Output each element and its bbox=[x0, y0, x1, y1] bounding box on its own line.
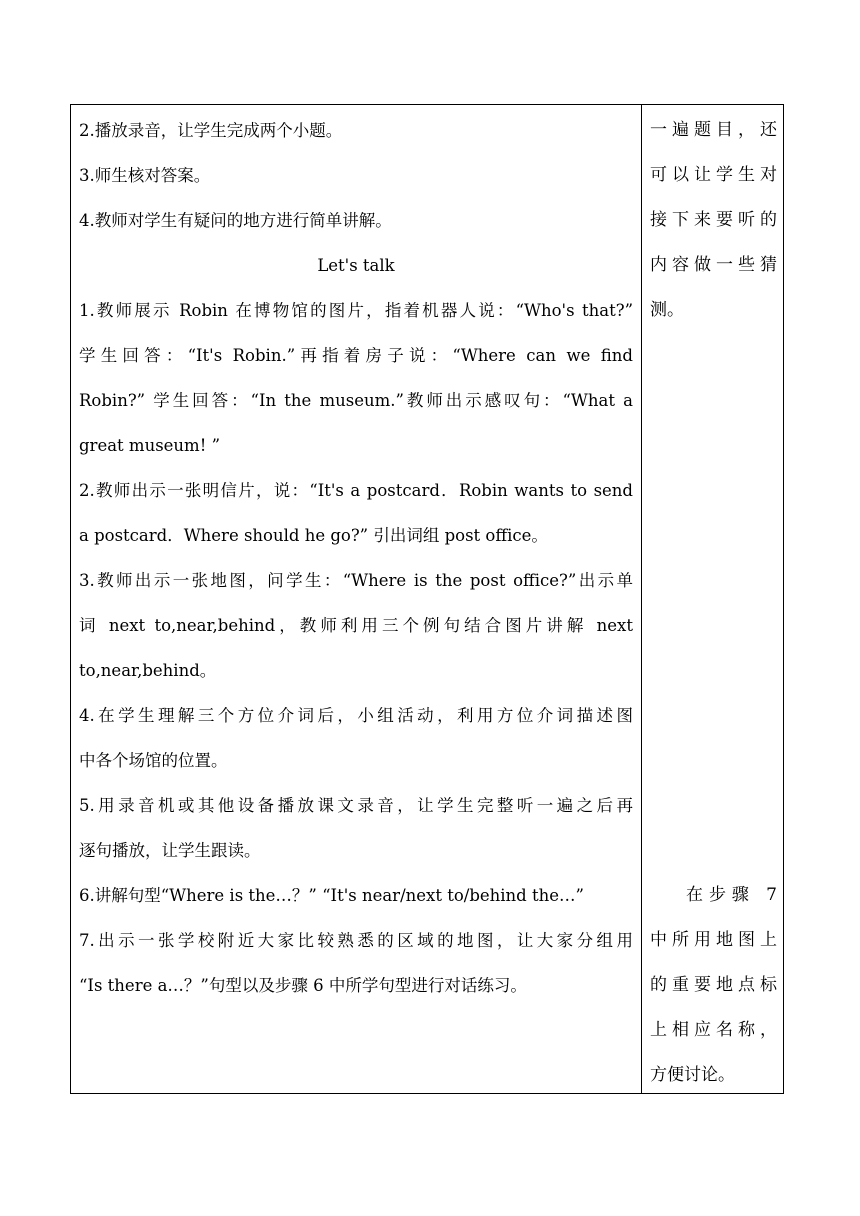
step-line: 4.在学生理解三个方位介词后，小组活动，利用方位介词描述图 bbox=[79, 706, 633, 725]
lesson-table bbox=[70, 104, 784, 1094]
note-line: 一遍题目，还 bbox=[650, 120, 777, 140]
step-line: great museum! ” bbox=[79, 436, 221, 455]
note-line: 上相应名称， bbox=[650, 1020, 777, 1040]
note-line: 接下来要听的 bbox=[650, 210, 777, 230]
step-line: a postcard．Where should he go?” 引出词组 post office。 bbox=[79, 526, 548, 545]
step-line: 中各个场馆的位置。 bbox=[79, 751, 228, 770]
step-line: Robin?” 学生回答：“In the museum.”教师出示感叹句：“What a bbox=[79, 391, 633, 410]
step-line: 1.教师展示 Robin 在博物馆的图片，指着机器人说：“Who's that?” bbox=[79, 301, 633, 320]
step-line: 3.教师出示一张地图，问学生：“Where is the post office?”出示单 bbox=[79, 571, 633, 590]
notes-column bbox=[642, 105, 783, 1093]
step-line: 词 next to,near,behind，教师利用三个例句结合图片讲解 next bbox=[79, 616, 633, 635]
note-line: 在步骤 7 bbox=[686, 885, 777, 905]
note-line: 测。 bbox=[650, 300, 684, 320]
step-line: “Is there a…？”句型以及步骤 6 中所学句型进行对话练习。 bbox=[79, 976, 527, 995]
section-heading: Let's talk bbox=[317, 256, 395, 275]
step-line: 5.用录音机或其他设备播放课文录音，让学生完整听一遍之后再 bbox=[79, 796, 633, 815]
step-line: to,near,behind。 bbox=[79, 661, 217, 680]
step-line: 3.师生核对答案。 bbox=[79, 166, 211, 185]
note-line: 中所用地图上 bbox=[650, 930, 777, 950]
note-line: 内容做一些猜 bbox=[650, 255, 777, 275]
step-line: 7.出示一张学校附近大家比较熟悉的区域的地图，让大家分组用 bbox=[79, 931, 633, 950]
procedure-column bbox=[71, 105, 642, 1093]
step-line: 6.讲解句型“Where is the…？” “It's near/next to/behind the…” bbox=[79, 886, 584, 905]
step-line: 2.教师出示一张明信片，说：“It's a postcard．Robin wants to send bbox=[79, 481, 633, 500]
step-line: 学生回答：“It's Robin.”再指着房子说：“Where can we find bbox=[79, 346, 633, 365]
step-line: 4.教师对学生有疑问的地方进行简单讲解。 bbox=[79, 211, 392, 230]
note-line: 方便讨论。 bbox=[650, 1065, 735, 1085]
note-line: 可以让学生对 bbox=[650, 165, 777, 185]
note-line: 的重要地点标 bbox=[650, 975, 777, 995]
notes-bottom-block bbox=[650, 873, 777, 1093]
step-line: 逐句播放，让学生跟读。 bbox=[79, 841, 261, 860]
step-line: 2.播放录音，让学生完成两个小题。 bbox=[79, 121, 343, 140]
